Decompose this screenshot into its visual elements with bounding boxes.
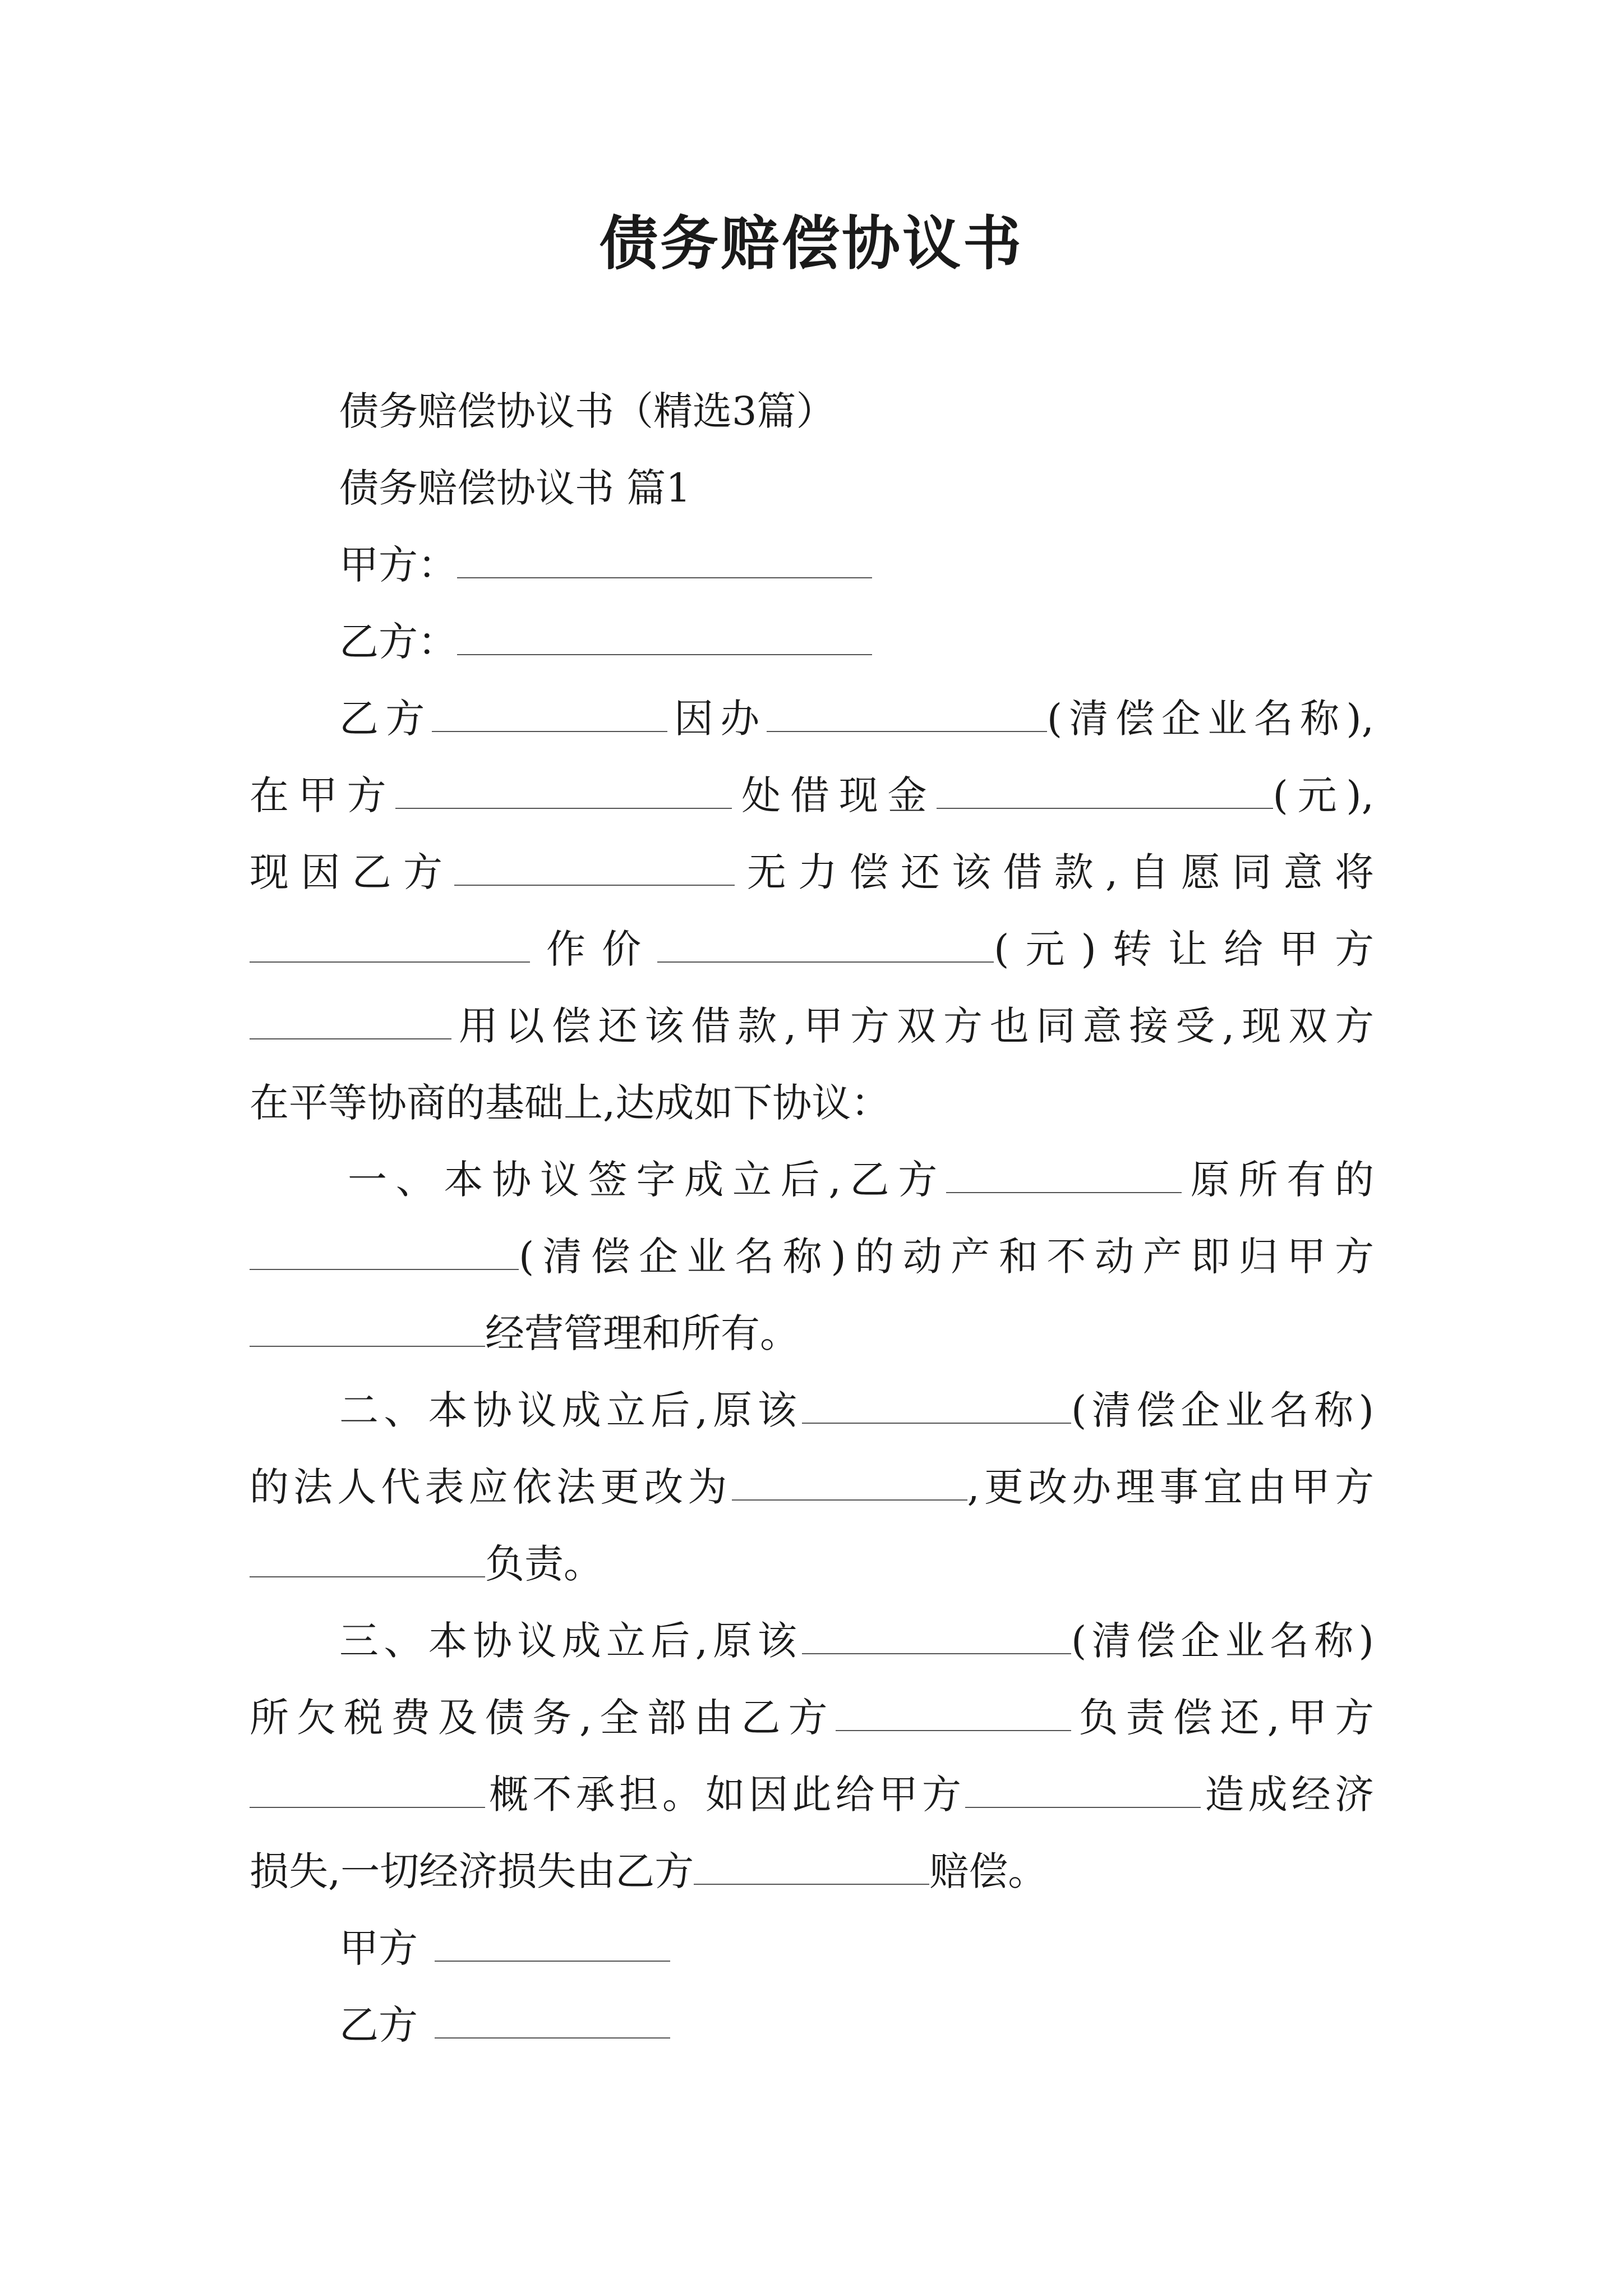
blank-field — [937, 775, 1273, 809]
text: 二、本协议成立后,原该 — [339, 1387, 802, 1433]
text: (元)转让给甲方 — [994, 926, 1375, 972]
blank-field — [802, 1390, 1071, 1424]
blank-field — [946, 1159, 1182, 1193]
p1-line-6: 在平等协商的基础上,达成如下协议： — [250, 1080, 891, 1126]
clause3-line-1 — [250, 1603, 1374, 1680]
blank-field — [965, 1774, 1201, 1808]
p1-line-2 — [250, 757, 1374, 834]
p1-line-1 — [250, 680, 1374, 757]
signature-a-blank — [435, 1928, 670, 1962]
clause1-line-1 — [250, 1142, 1374, 1218]
blank-field — [454, 852, 735, 886]
text: (清偿企业名称)的动产和不动产即归甲方 — [519, 1234, 1374, 1280]
text: 处借现金 — [732, 772, 937, 818]
text: 一、本协议签字成立后,乙方 — [348, 1157, 946, 1203]
clause2-line-1 — [250, 1372, 1374, 1449]
p1-line-5 — [250, 988, 1374, 1065]
signature-b-line — [250, 1987, 1374, 2064]
text: ,更改办理事宜由甲方 — [967, 1464, 1374, 1510]
blank-field — [250, 1774, 485, 1808]
blank-field — [250, 1006, 451, 1039]
signature-a-line — [250, 1910, 1374, 1987]
clause3-line-3 — [250, 1756, 1374, 1833]
blank-field — [767, 698, 1047, 732]
text: 负责。 — [485, 1541, 603, 1587]
blank-field — [802, 1621, 1071, 1654]
blank-field — [732, 1467, 967, 1501]
text: 损失,一切经济损失由乙方 — [250, 1848, 694, 1894]
signature-b-label: 乙方 — [339, 2002, 418, 2048]
clause3-line-2 — [250, 1680, 1374, 1756]
text: 原所有的 — [1182, 1157, 1374, 1203]
text: (元), — [1272, 772, 1374, 818]
blank-field — [657, 929, 994, 963]
text: (清偿企业名称), — [1046, 696, 1374, 742]
blank-field — [694, 1851, 929, 1885]
signature-b-blank — [435, 2005, 670, 2039]
party-a-label: 甲方： — [339, 542, 457, 588]
text: 负责偿还,甲方 — [1071, 1695, 1374, 1741]
text: 造成经济 — [1201, 1772, 1374, 1818]
text: 经营管理和所有。 — [485, 1310, 799, 1356]
party-b-line — [250, 604, 1374, 680]
text: 无力偿还该借款,自愿同意将 — [735, 849, 1374, 895]
text: 三、本协议成立后,原该 — [339, 1618, 802, 1664]
text: 概不承担。如因此给甲方 — [485, 1772, 966, 1818]
party-b-label: 乙方： — [339, 619, 457, 665]
clause1-line-2 — [250, 1218, 1374, 1295]
clause3-line-4 — [250, 1833, 1374, 1910]
blank-field — [250, 1544, 485, 1577]
section-heading: 债务赔偿协议书 篇1 — [339, 465, 691, 511]
document-body — [250, 373, 1374, 2064]
party-a-blank — [457, 545, 872, 578]
text: 所欠税费及债务,全部由乙方 — [250, 1695, 836, 1741]
p1-line-3 — [250, 834, 1374, 911]
blank-field — [250, 929, 530, 963]
text: 现因乙方 — [250, 849, 455, 895]
text: 的法人代表应依法更改为 — [250, 1464, 732, 1510]
blank-field — [432, 698, 667, 732]
text: 在甲方 — [250, 772, 396, 818]
blank-field — [250, 1313, 485, 1347]
text: 用以偿还该借款,甲方双方也同意接受,现双方 — [451, 1003, 1374, 1049]
text: 赔偿。 — [929, 1848, 1048, 1894]
text: 乙方 — [339, 696, 432, 742]
clause2-line-2 — [250, 1449, 1374, 1526]
clause1-line-3 — [250, 1295, 1374, 1372]
clause2-line-3 — [250, 1526, 1374, 1603]
text: 作价 — [530, 926, 658, 972]
text: 因办 — [667, 696, 767, 742]
text: (清偿企业名称) — [1071, 1387, 1374, 1433]
blank-field — [250, 1236, 519, 1270]
blank-field — [836, 1697, 1071, 1731]
party-b-blank — [457, 622, 872, 655]
text: (清偿企业名称) — [1071, 1618, 1374, 1664]
party-a-line — [250, 527, 1374, 604]
p1-line-4 — [250, 911, 1374, 988]
subtitle: 债务赔偿协议书（精选3篇） — [339, 388, 836, 434]
blank-field — [395, 775, 732, 809]
document-title: 债务赔偿协议书 — [599, 209, 1023, 278]
signature-a-label: 甲方 — [339, 1925, 418, 1971]
